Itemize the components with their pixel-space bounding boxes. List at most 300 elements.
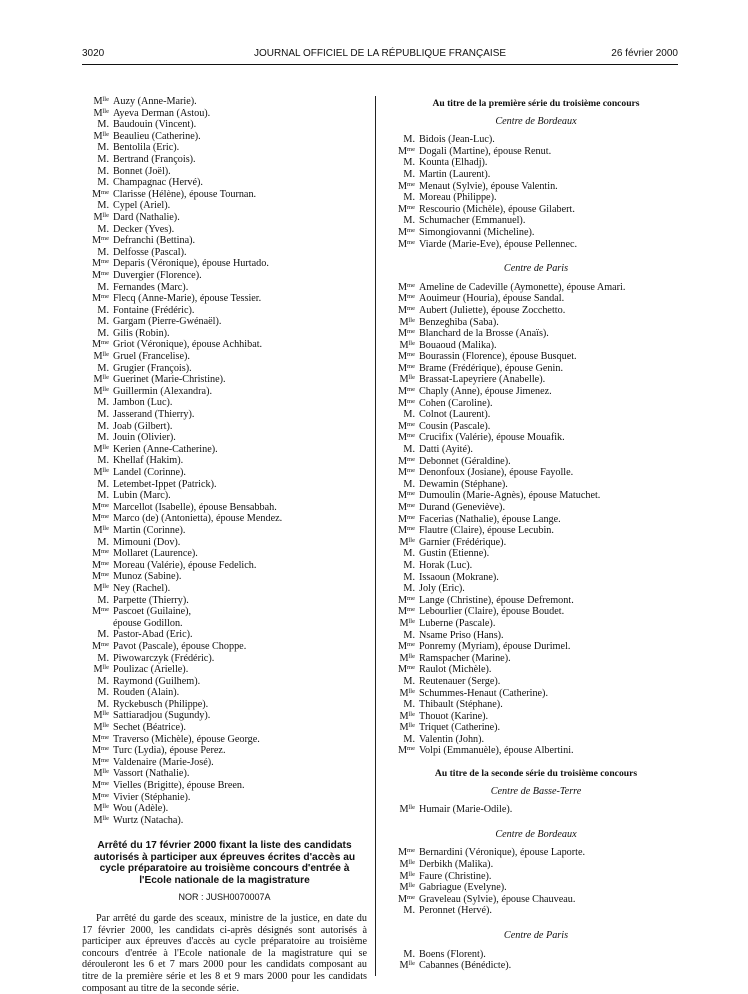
candidate-name: Marco (de) (Antonietta), épouse Mendez. [113,513,283,525]
candidate-name: Simongiovanni (Micheline). [419,226,535,238]
candidate-name: Lubin (Marc). [113,490,171,502]
candidate-entry [82,270,367,282]
civility-title: M. [403,478,415,490]
candidate-entry [82,479,367,491]
civility-title: $M^{me}$ [397,238,415,250]
candidate-entry [388,444,684,456]
candidate-name: Pavot (Pascale), épouse Choppe. [113,640,247,652]
candidate-entry [82,676,367,688]
candidate-entry [82,467,367,479]
candidate-name: Colnot (Laurent). [419,409,491,421]
civility-title: M. [97,177,109,189]
civility-title: M. [403,629,415,641]
candidate-entry [388,227,684,239]
candidate-name: Bouaoud (Malika). [419,339,497,351]
civility-title: M. [403,905,415,917]
candidate-entry [82,189,367,201]
civility-title: $M^{lle}$ [93,211,109,223]
candidate-name: Luberne (Pascale). [419,617,496,629]
civility-title: $M^{me}$ [397,281,415,293]
civility-title: $M^{lle}$ [93,351,109,363]
candidate-name: Vivier (Stéphanie). [113,791,191,803]
civility-title: $M^{lle}$ [93,524,109,536]
civility-title: $M^{me}$ [91,791,109,803]
candidate-name: Decker (Yves). [113,223,175,235]
candidate-entry [388,676,684,688]
civility-title: $M^{me}$ [91,756,109,768]
candidate-name: Aubert (Juliette), épouse Zocchetto. [419,304,566,316]
candidate-name: Kounta (Elhadj). [419,157,488,169]
civility-title: $M^{lle}$ [93,107,109,119]
candidate-list-paris [388,282,684,757]
issue-date: 26 février 2000 [611,48,678,59]
candidate-name: Griot (Véronique), épouse Achhibat. [113,339,263,351]
candidate-name: Mimouni (Dov). [113,536,181,548]
civility-title: $M^{lle}$ [93,443,109,455]
candidate-name: Horak (Luc). [419,559,473,571]
candidate-entry [388,606,684,618]
civility-title: $M^{lle}$ [399,722,415,734]
candidate-entry [82,224,367,236]
candidate-entry [82,444,367,456]
civility-title: $M^{me}$ [397,847,415,859]
candidate-entry [388,804,684,816]
candidate-name: Flautre (Claire), épouse Lecubin. [419,525,554,537]
candidate-entry [82,792,367,804]
civility-title: $M^{me}$ [91,258,109,270]
civility-title: $M^{lle}$ [93,664,109,676]
candidate-entry [82,560,367,572]
candidate-name: Duvergier (Florence). [113,269,202,281]
candidate-entry [82,363,367,375]
candidate-entry [388,456,684,468]
candidate-name: Pascoet (Guilaine), [113,606,192,618]
candidate-entry [388,169,684,181]
candidate-entry [388,409,684,421]
candidate-name: Wurtz (Natacha). [113,814,184,826]
civility-title: $M^{lle}$ [399,374,415,386]
candidate-name: Bidois (Jean-Luc). [419,134,495,146]
candidate-name: Sechet (Béatrice). [113,722,186,734]
candidate-name: Guillermin (Alexandra). [113,385,213,397]
candidate-name: Cohen (Caroline). [419,397,493,409]
candidate-entry [82,258,367,270]
civility-title: M. [403,168,415,180]
civility-title: $M^{me}$ [397,467,415,479]
candidate-entry [82,282,367,294]
candidate-entry [388,340,684,352]
candidate-name: Ayeva Derman (Astou). [113,107,211,119]
candidate-name: Turc (Lydia), épouse Perez. [113,745,226,757]
civility-title: $M^{me}$ [397,455,415,467]
candidate-entry [388,328,684,340]
candidate-entry [388,239,684,251]
candidate-entry [388,847,684,859]
civility-title: M. [97,119,109,131]
civility-title: $M^{lle}$ [93,96,109,107]
civility-title: $M^{me}$ [397,145,415,157]
candidate-entry [82,502,367,514]
candidate-entry [388,882,684,894]
candidate-entry [388,502,684,514]
candidate-entry [82,235,367,247]
civility-title: $M^{me}$ [397,386,415,398]
candidate-name: Dumoulin (Marie-Agnès), épouse Matuchet. [419,490,601,502]
candidate-name: Datti (Ayité). [419,444,473,456]
civility-title: $M^{lle}$ [399,960,415,972]
civility-title: M. [97,223,109,235]
civility-title: $M^{me}$ [397,397,415,409]
journal-title: JOURNAL OFFICIEL DE LA RÉPUBLIQUE FRANÇAISE [253,48,507,59]
candidate-entry [388,871,684,883]
civility-title: $M^{me}$ [397,641,415,653]
right-column [388,96,684,972]
arrete-body: Par arrêté du garde des sceaux, ministre de la justice, en date du 17 février 2000, les candidats ci-après désignés sont autorisés à participer aux épreuves d'accès au cycle préparatoire au troisième concours d'entrée à l'Ecole nationale de la magistrature qui se dérouleront les 6 et 7 mars 2000 pour les candidats composant au titre de la première série et les 8 et 9 mars 2000 pour les candidats composant au titre de la seconde série. [82,913,367,994]
civility-title: $M^{lle}$ [93,130,109,142]
candidate-entry [388,134,684,146]
candidate-entry [388,641,684,653]
candidate-name: Jouin (Olivier). [113,432,176,444]
candidate-name: Parpette (Thierry). [113,594,189,606]
candidate-entry [82,421,367,433]
candidate-name: Faure (Christine). [419,870,492,882]
civility-title: M. [97,687,109,699]
candidate-entry [388,305,684,317]
civility-title: M. [97,281,109,293]
candidate-name: Thouot (Karine). [419,710,489,722]
candidate-name: Moreau (Philippe). [419,192,497,204]
candidate-name: Aouimeur (Houria), épouse Sandal. [419,293,565,305]
candidate-name: Vielles (Brigitte), épouse Breen. [113,780,245,792]
civility-title: M. [97,409,109,421]
candidate-entry [82,386,367,398]
candidate-entry [388,548,684,560]
candidate-entry [82,490,367,502]
civility-title: M. [403,444,415,456]
civility-title: $M^{lle}$ [399,710,415,722]
candidate-name: Munoz (Sabine). [113,571,182,583]
candidate-entry [388,572,684,584]
civility-title: $M^{me}$ [91,780,109,792]
civility-title: M. [97,698,109,710]
candidate-entry [82,687,367,699]
candidate-name: Defranchi (Bettina). [113,235,196,247]
candidate-name: Guerinet (Marie-Christine). [113,374,226,386]
candidate-list-bordeaux-2 [388,847,684,917]
civility-title: M. [403,948,415,960]
candidate-name: Sattiaradjou (Sugundy). [113,710,211,722]
civility-title: M. [97,420,109,432]
candidate-name: Cypel (Ariel). [113,200,171,212]
civility-title: M. [97,246,109,258]
candidate-name: Jambon (Luc). [113,397,173,409]
candidate-entry [388,583,684,595]
section-heading-second-series: Au titre de la seconde série du troisième concours [434,768,638,780]
civility-title: $M^{me}$ [91,235,109,247]
civility-title: M. [403,409,415,421]
candidate-entry [82,768,367,780]
civility-title: $M^{lle}$ [399,536,415,548]
candidate-name: Bonnet (Joël). [113,165,171,177]
candidate-entry [82,699,367,711]
candidate-name: Baudouin (Vincent). [113,119,197,131]
candidate-entry [82,328,367,340]
candidate-name: Bentolila (Eric). [113,142,180,154]
civility-title: M. [403,157,415,169]
candidate-name: Kerien (Anne-Catherine). [113,443,218,455]
civility-title: $M^{me}$ [397,490,415,502]
page-header [82,48,678,62]
candidate-name: Khellaf (Hakim). [113,455,184,467]
candidate-entry [82,351,367,363]
candidate-name: Flecq (Anne-Marie), épouse Tessier. [113,293,262,305]
candidate-entry [82,513,367,525]
candidate-name: Jasserand (Thierry). [113,409,195,421]
candidate-entry [82,142,367,154]
candidate-entry [82,745,367,757]
candidate-entry [82,177,367,189]
candidate-name: Fernandes (Marc). [113,281,189,293]
civility-title: M. [97,153,109,165]
civility-title: $M^{me}$ [91,293,109,305]
candidate-name: Dard (Nathalie). [113,211,180,223]
candidate-entry [82,339,367,351]
civility-title: $M^{me}$ [397,606,415,618]
candidate-entry [82,374,367,386]
candidate-name: Valentin (John). [419,733,485,745]
civility-title: $M^{me}$ [91,745,109,757]
candidate-name: Durand (Geneviève). [419,502,505,513]
candidate-name: Champagnac (Hervé). [113,177,203,189]
candidate-name: Triquet (Catherine). [419,722,501,734]
candidate-entry [388,374,684,386]
candidate-entry [388,363,684,375]
civility-title: $M^{me}$ [91,188,109,200]
candidate-name: Ponremy (Myriam), épouse Durimel. [419,641,571,653]
candidate-entry [82,455,367,467]
candidate-entry [388,192,684,204]
candidate-name: Humair (Marie-Odile). [419,804,513,816]
candidate-name: Bernardini (Véronique), épouse Laporte. [419,847,586,859]
candidate-entry [388,560,684,572]
candidate-entry [82,641,367,653]
candidate-entry [388,317,684,329]
centre-heading-bordeaux-2: Centre de Bordeaux [495,828,577,840]
candidate-entry [388,293,684,305]
candidate-entry [82,305,367,317]
civility-title: M. [97,397,109,409]
candidate-entry [388,421,684,433]
civility-title: M. [97,594,109,606]
civility-title: M. [97,629,109,641]
civility-title: $M^{me}$ [91,559,109,571]
candidate-name: Raulot (Michèle). [419,664,492,676]
candidate-entry [82,131,367,143]
civility-title: $M^{lle}$ [93,374,109,386]
candidate-name: Wou (Adèle). [113,803,169,815]
civility-title: $M^{me}$ [91,733,109,745]
candidate-entry [388,467,684,479]
arrete-title: Arrêté du 17 février 2000 fixant la liste des candidats autorisés à participer aux épreuves écrites d'accès au cycle préparatoire au troisième concours d'entrée à l'Ecole nationale de la magistrature [93,840,356,886]
civility-title: $M^{lle}$ [93,803,109,815]
civility-title: $M^{me}$ [91,571,109,583]
candidate-name: Denonfoux (Josiane), épouse Fayolle. [419,467,574,479]
candidate-entry [82,710,367,722]
candidate-entry [82,722,367,734]
candidate-entry [388,664,684,676]
candidate-name: Gilis (Robin). [113,327,170,339]
civility-title: $M^{lle}$ [93,710,109,722]
candidate-entry [82,316,367,328]
candidate-list-basse-terre [388,804,684,816]
civility-title: $M^{me}$ [91,339,109,351]
civility-title [82,618,113,630]
civility-title: M. [403,192,415,204]
candidate-entry [388,146,684,158]
candidate-entry [82,537,367,549]
candidate-name: Joab (Gilbert). [113,420,173,432]
candidate-name: Dogali (Martine), épouse Renut. [419,145,552,157]
civility-title: $M^{lle}$ [399,652,415,664]
candidate-entry [82,595,367,607]
candidate-name: Raymond (Guilhem). [113,675,201,687]
civility-title: $M^{me}$ [91,548,109,560]
candidate-name: Gustin (Etienne). [419,548,490,560]
candidate-entry [388,960,684,972]
civility-title: $M^{me}$ [397,525,415,537]
civility-title: $M^{lle}$ [399,870,415,882]
candidate-name: Facerias (Nathalie), épouse Lange. [419,513,561,525]
civility-title: $M^{me}$ [397,351,415,363]
candidate-name: Debonnet (Géraldine). [419,455,511,467]
candidate-entry [82,166,367,178]
column-divider [375,96,376,976]
candidate-name: Derbikh (Malika). [419,859,494,871]
header-rule [82,64,678,65]
civility-title: $M^{me}$ [397,293,415,305]
candidate-name: Schummes-Henaut (Catherine). [419,687,549,699]
civility-title: $M^{lle}$ [399,859,415,871]
candidate-name: Ameline de Cadeville (Aymonette), épouse Amari. [419,281,626,293]
civility-title: M. [97,432,109,444]
centre-heading-paris: Centre de Paris [503,263,569,275]
candidate-entry [388,745,684,757]
candidate-entry [388,949,684,961]
centre-heading-paris-2: Centre de Paris [503,930,569,941]
candidate-name: Ney (Rachel). [113,582,171,594]
candidate-name: Martin (Corinne). [113,524,186,536]
candidate-name: Letembet-Ippet (Patrick). [113,478,217,490]
candidate-name: Martin (Laurent). [419,168,491,180]
candidate-entry [82,96,367,108]
civility-title: $M^{me}$ [397,432,415,444]
candidate-list-continued [82,96,367,826]
candidate-name: Pastor-Abad (Eric). [113,629,193,641]
candidate-entry [82,397,367,409]
civility-title: M. [97,316,109,328]
candidate-name: Cousin (Pascale). [419,420,491,432]
candidate-list-paris-2 [388,949,684,972]
candidate-name: Chaply (Anne), épouse Jimenez. [419,386,552,398]
candidate-entry [388,479,684,491]
candidate-name: Brassat-Lapeyriere (Anabelle). [419,374,546,386]
civility-title: $M^{lle}$ [93,385,109,397]
candidate-name: Gargam (Pierre-Gwénaël). [113,316,222,328]
candidate-entry [388,699,684,711]
civility-title: $M^{lle}$ [399,339,415,351]
civility-title: $M^{me}$ [91,269,109,281]
candidate-entry [388,525,684,537]
candidate-name: Mollaret (Laurence). [113,548,198,560]
candidate-entry [82,247,367,259]
civility-title: $M^{lle}$ [399,687,415,699]
candidate-name: Traverso (Michèle), épouse George. [113,733,260,745]
candidate-name: Piwowarczyk (Frédéric). [113,652,215,664]
candidate-name: Ramspacher (Marine). [419,652,511,664]
candidate-entry [82,780,367,792]
civility-title: $M^{lle}$ [93,722,109,734]
candidate-name: épouse Godillon. [113,617,183,629]
civility-title: $M^{lle}$ [93,768,109,780]
candidate-name: Issaoun (Mokrane). [419,571,499,583]
section-heading-first-series: Au titre de la première série du troisième concours [432,98,640,109]
civility-title: M. [97,675,109,687]
civility-title: $M^{me}$ [397,745,415,757]
candidate-entry [82,618,367,630]
candidate-entry [82,606,367,618]
candidate-entry [82,664,367,676]
candidate-name: Marcellot (Isabelle), épouse Bensabbah. [113,501,277,513]
civility-title: M. [403,215,415,227]
candidate-name: Bourassin (Florence), épouse Busquet. [419,351,577,363]
candidate-entry [82,212,367,224]
candidate-name: Cabannes (Bénédicte). [419,960,512,972]
civility-title: M. [403,583,415,595]
civility-title: M. [97,142,109,154]
centre-heading-basse-terre: Centre de Basse-Terre [490,785,582,797]
candidate-entry [388,722,684,734]
civility-title: M. [97,536,109,548]
candidate-entry [82,757,367,769]
candidate-name: Garnier (Frédérique). [419,536,507,548]
candidate-list-bordeaux [388,134,684,250]
civility-title: M. [403,699,415,711]
candidate-entry [388,351,684,363]
candidate-name: Brame (Frédérique), épouse Genin. [419,362,563,374]
candidate-name: Crucifix (Valérie), épouse Mouafik. [419,432,565,444]
candidate-entry [82,803,367,815]
civility-title: $M^{me}$ [397,893,415,905]
civility-title: $M^{me}$ [397,226,415,238]
candidate-name: Clarisse (Hélène), épouse Tournan. [113,188,257,200]
candidate-entry [82,409,367,421]
civility-title: $M^{lle}$ [399,804,415,816]
candidate-entry [82,734,367,746]
candidate-name: Viarde (Marie-Eve), épouse Pellennec. [419,238,578,250]
candidate-entry [388,386,684,398]
candidate-entry [82,653,367,665]
civility-title: M. [403,548,415,560]
candidate-name: Lebourlier (Claire), épouse Boudet. [419,606,565,618]
candidate-entry [82,293,367,305]
candidate-entry [388,398,684,410]
candidate-name: Auzy (Anne-Marie). [113,96,197,107]
candidate-entry [388,630,684,642]
civility-title: $M^{me}$ [397,502,415,513]
candidate-name: Vassort (Nathalie). [113,768,190,780]
civility-title: $M^{me}$ [397,203,415,215]
candidate-entry [388,859,684,871]
